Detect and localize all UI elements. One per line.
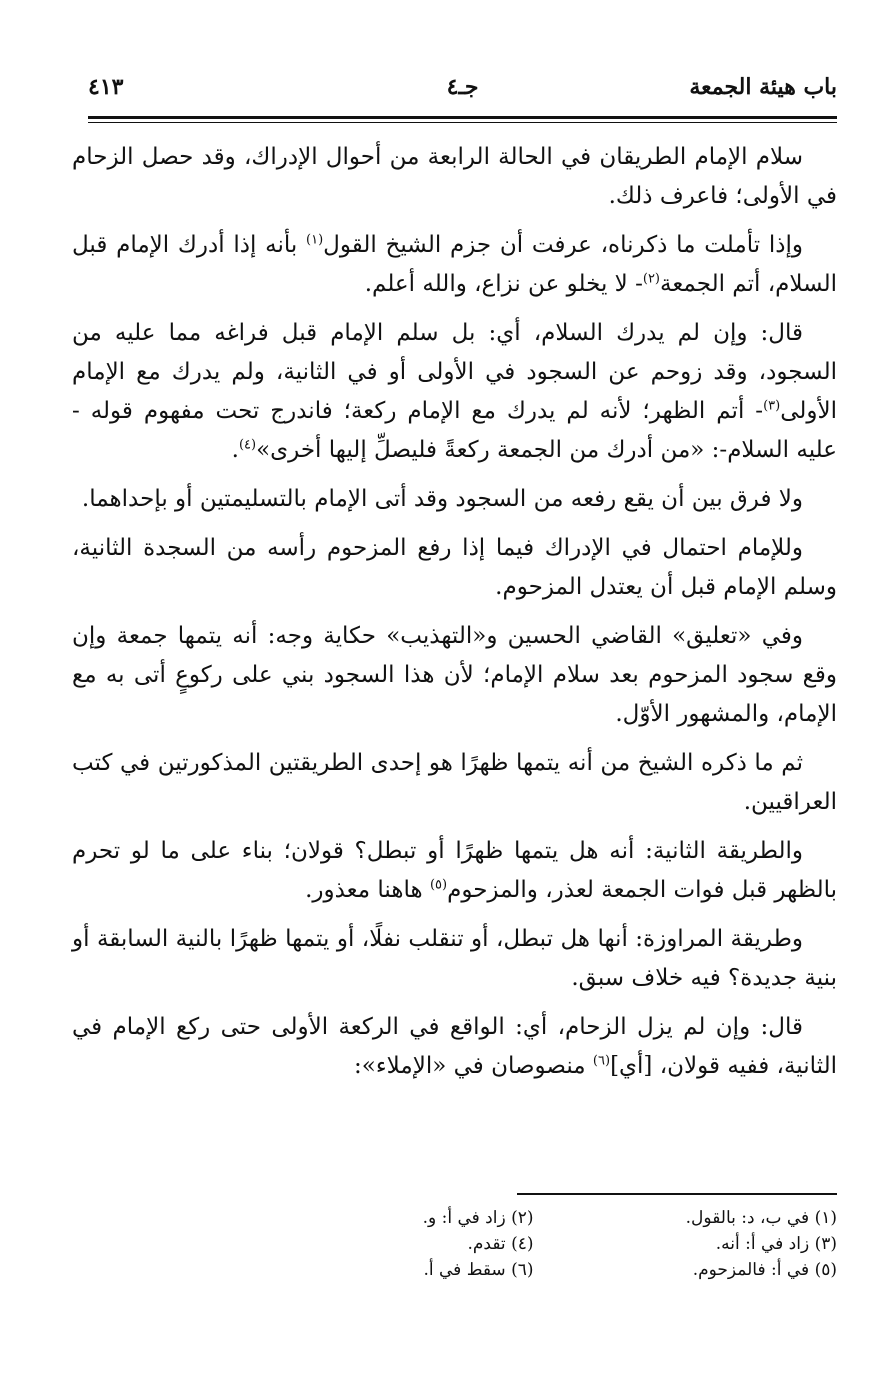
text-run: وللإمام احتمال في الإدراك فيما إذا رفع المزحوم رأسه من السجدة الثانية، وسلم الإمام قبل أن يعتدل المزحوم. [72, 535, 837, 600]
paragraph [72, 744, 837, 822]
paragraph [72, 920, 837, 998]
footnote: (١) في ب، د: بالقول. [685, 1208, 837, 1228]
text-run: والطريقة الثانية: أنه هل يتمها ظهرًا أو تبطل؟ قولان؛ بناء على ما لو تحرم بالظهر قبل فوات الجمعة لعذر، والمزحوم [72, 838, 837, 903]
volume-label: جـ٤ [446, 74, 479, 100]
text-run: وطريقة المراوزة: أنها هل تبطل، أو تنقلب نفلًا، أو يتمها ظهرًا بالنية السابقة أو بنية جديدة؟ فيه خلاف سبق. [72, 926, 837, 991]
text-run: قال: وإن لم يزل الزحام، أي: الواقع في الركعة الأولى حتى ركع الإمام في الثانية، ففيه قولان، [أي] [72, 1014, 837, 1079]
text-run: منصوصان في «الإملاء»: [354, 1053, 593, 1079]
footnote: (٣) زاد في أ: أنه. [715, 1234, 837, 1254]
text-run: سلام الإمام الطريقان في الحالة الرابعة من أحوال الإدراك، وقد حصل الزحام في الأولى؛ فاعرف ذلك. [72, 144, 837, 209]
header-rule-thick [88, 116, 837, 119]
footnote-marker: (٦) [592, 1053, 611, 1069]
paragraph [72, 480, 837, 519]
paragraph [72, 138, 837, 216]
footnote-row [230, 1257, 837, 1283]
text-run: ولا فرق بين أن يقع رفعه من السجود وقد أتى الإمام بالتسليمتين أو بإحداهما. [81, 486, 803, 512]
text-run: هاهنا معذور. [305, 877, 430, 903]
footnote-separator [517, 1193, 837, 1195]
text-run: . [231, 437, 239, 463]
footnote-marker: (٤) [238, 437, 257, 453]
footnote-marker: (٢) [642, 271, 660, 287]
paragraph [72, 832, 837, 910]
footnote: (٥) في أ: فالمزحوم. [692, 1260, 837, 1280]
page-header [88, 70, 837, 110]
footnote-marker: (٥) [429, 877, 448, 893]
chapter-title: باب هيئة الجمعة [689, 74, 837, 100]
footnote: (٤) تقدم. [467, 1234, 534, 1254]
footnote-marker: (٣) [763, 398, 781, 414]
text-run: وإذا تأملت ما ذكرناه، عرفت أن جزم الشيخ القول [323, 232, 803, 258]
paragraph [72, 529, 837, 607]
paragraph [72, 617, 837, 734]
footnote-marker: (١) [306, 232, 324, 248]
header-rule-thin [88, 122, 837, 123]
text-run: قال: وإن لم يدرك السلام، أي: بل سلم الإمام قبل فراغه مما عليه من السجود، وقد زوحم عن السجود في الأولى أو في الثانية، ولم يدرك مع الإمام الأولى [72, 320, 837, 424]
text-run: وفي «تعليق» القاضي الحسين و«التهذيب» حكاية وجه: أنه يتمها جمعة وإن وقع سجود المزحوم بعد سلام الإمام؛ لأن هذا السجود بني على ركوعٍ أتى به مع الإمام، والمشهور الأوّل. [72, 623, 837, 727]
text-run: - أتم الظهر؛ لأنه لم يدرك مع الإمام ركعة؛ فاندرج تحت مفهوم قوله - عليه السلام-: «من أدرك من الجمعة ركعةً فليصلِّ إليها أخرى» [72, 398, 837, 463]
footnote: (٢) زاد في أ: و. [422, 1208, 534, 1228]
footnote: (٦) سقط في أ. [423, 1260, 534, 1280]
paragraph [72, 314, 837, 470]
paragraph [72, 226, 837, 304]
footnote-row [230, 1205, 837, 1231]
page-number: ٤١٣ [88, 74, 124, 100]
text-run: ثم ما ذكره الشيخ من أنه يتمها ظهرًا هو إحدى الطريقتين المذكورتين في كتب العراقيين. [72, 750, 837, 815]
paragraph [72, 1008, 837, 1086]
text-run: بأنه إذا أدرك الإمام قبل السلام، أتم الجمعة [72, 232, 837, 297]
footnote-row [230, 1231, 837, 1257]
footnotes [230, 1205, 837, 1283]
body-text [72, 138, 837, 1096]
text-run: - لا يخلو عن نزاع، والله أعلم. [364, 271, 643, 297]
